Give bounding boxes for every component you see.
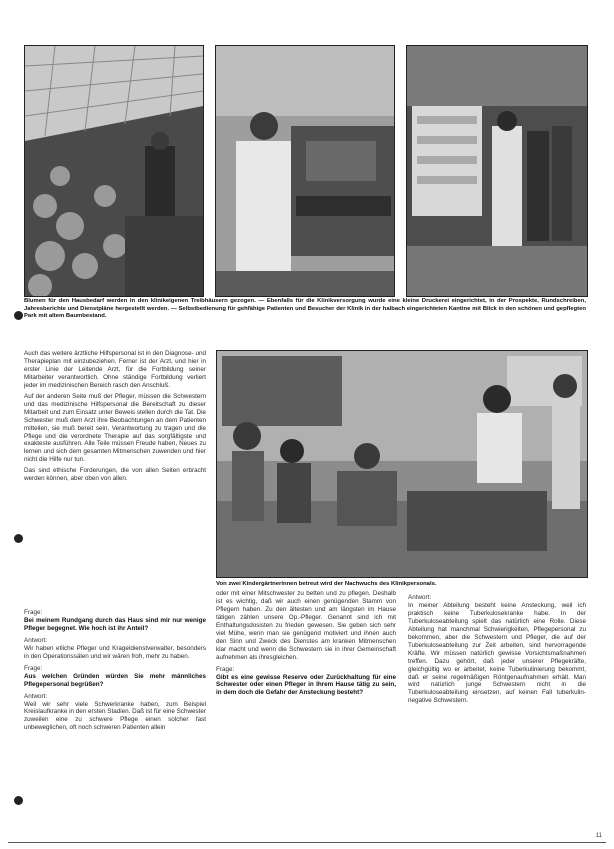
interview-column-right [408,590,586,708]
question-text: Aus welchen Gründen würden Sie mehr männliches Pflegepersonal begrüßen? [24,672,206,688]
punch-hole [14,534,23,543]
question-text: Gibt es eine gewisse Reserve oder Zurückhaltung für eine Schwester oder einen Pfleger in Ihrem Hause tätig zu sein, in dem doch die Gefahr der Ansteckung besteht? [216,673,396,697]
answer-text: Wir haben etliche Pfleger und Krageldienstverwalter, besonders in den Operationssälen und wir wären froh, mehr zu haben. [24,644,206,660]
answer-label: Antwort: [24,636,48,644]
page-number: 11 [595,833,602,839]
answer-text: Weil wir sehr viele Schwerkranke haben, zum Beispiel Kreislaufkranke in den ersten Stadien. Daß ist für eine Schwester zuweilen eine zu schwere Pflege einen solcher fast unbeweglichen, oft noch schweren Patienten allein [24,700,207,732]
photo-kindergarten [216,350,588,578]
punch-hole [14,796,23,805]
question-label: Frage: [24,609,43,616]
answer-label: Antwort: [408,594,432,601]
question-label: Frage: [216,665,235,673]
intro-paragraph: Das sind ethische Forderungen, die von allen Seiten erbracht werden können, aber oben von allen. [24,467,206,483]
page-bottom-rule [8,842,606,843]
photo-print-shop [215,45,395,297]
question-text: Bei meinem Rundgang durch das Haus sind mir nur wenige Pfleger begegnet. Wie hoch ist ihr Anteil? [24,616,206,632]
answer-label: Antwort: [24,692,48,700]
interview-column-left [24,605,206,735]
question-label: Frage: [24,664,43,672]
intro-paragraph: Auch das weitere ärztliche Hilfspersonal ist in den Diagnose- und Therapieplan mit einzubeziehen. Ferner ist der Arzt, und hier in erster Linie der Leitende Arzt, für die Fortbildung seiner Mitarbeiter verantwortlich. Ohne ständige Fortbildung verliert jeder im medizinischen Bereich rasch den Anschluß. [24,350,206,389]
answer-text: In meiner Abteilung besteht keine Ansteckung, weil ich praktisch keine Tuberkulosekranke habe. In der Tuberkuloseabteilung spielt das natürlich eine Rolle. Diese Abteilung hat manchmal Schwierigkeiten, Pflegepersonal zu bekommen, aber die Schwestern und Pfleger, die auf der Tuberkuloseabteilung zur Zeit arbeiten, sind hervorragende Kräfte. Wir müssen natürlich gewisse Vorsichtsmaßnahmen treffen. Dazu gehört, daß jeder unserer Pflegekräfte, gleichgültig wo er arbeitet, keine Tuberkulinierung bekommt, daß er seine regelmäßigen Röntgenaufnahmen erhält. Man wird natürlich junge Schwestern nicht in die Tuberkuloseabteilung einsetzen, auf keinen Fall tuberkulin-negative Schwestern. [408,601,586,705]
answer-text: oder mit einer Mitschwester zu betten und zu pflegen. Deshalb ist es wichtig, daß wir auch einen genügenden Stamm von Pflegern haben. Zu den ältesten und am längsten im Hause tätigen zählen unsere Op.-Pfleger. Genannt sind ich mit Enthaltungsdosisten zu frieden gewesen. Sie geben sich sehr viel Mühe, wenn man sie genügend motiviert und ihnen auch den Sinn und Zweck des Dienstes am kranken Mitmenschen klar macht und wenn die Schwestern sie in ihrer Gemeinschaft aufnehmen als ihresgleichen. [216,590,396,661]
top-photo-caption: Blumen für den Hausbedarf werden in den klinikeigenen Treibhäusern gezogen. — Ebenfalls für die Klinikversorgung wurde eine kleine Druckerei eingerichtet, in der Prospekte, Rundschreiben, Jahresberichte und Dienstpläne hergestellt werden. — Selbstbedienung für gehfähige Patienten und Besucher der Klinik in der halbach eingerichteten Kantine mit Blick in den schönen und gepflegten Park mit altem Baumbestand. [24,298,586,320]
photo-greenhouse [24,45,204,297]
kindergarten-caption: Von zwei Kindergärtnerinnen betreut wird der Nachwuchs des Klinikpersonals. [216,581,437,587]
photo-canteen [406,45,588,297]
intro-paragraph: Auf der anderen Seite muß der Pfleger, müssen die Schwestern und das medizinische Hilfspersonal die Bereitschaft zu dieser Mitarbeit und zum Einsatz unter Beweis stellen durch die Tat. Die Schwester muß dem Arzt ihre Beobachtungen an dem Patienten mitteilen, sie muß bereit sein, Verantwortung zu tragen und die Pflege und die verordnete Therapie auf das sorgfältigste und exakteste ausführen. Alle Teile müssen Freude haben, Neues zu lernen und sich dem gesamten Mitmenschen zuwenden und hier nicht die Hilfe nur tun. [24,392,206,464]
intro-text [24,350,206,486]
punch-hole [14,311,23,320]
interview-column-middle [216,590,396,700]
